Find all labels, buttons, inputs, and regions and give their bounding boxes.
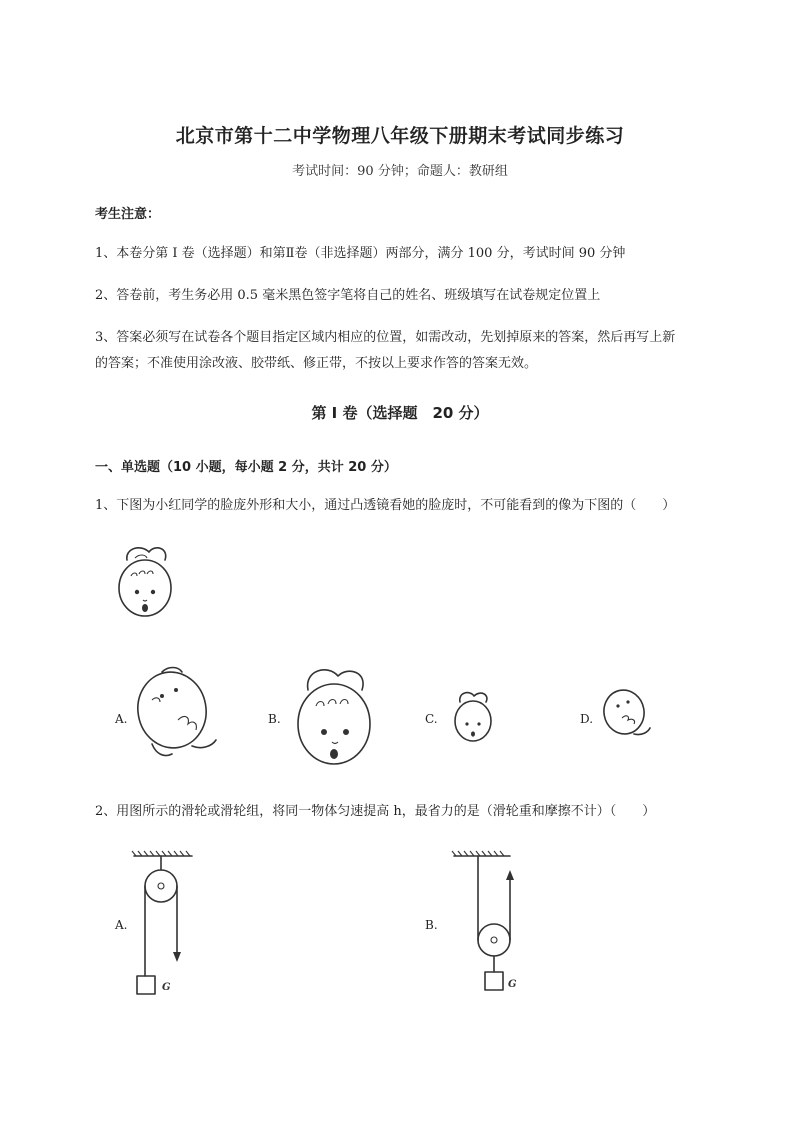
- q2-option-b-movable-pulley: [450, 848, 530, 1003]
- question-1-text: 1、下图为小红同学的脸庞外形和大小，通过凸透镜看她的脸庞时，不可能看到的像为下图的（ ）: [95, 498, 676, 513]
- q2-option-a-label: A.: [115, 918, 128, 932]
- q2-option-b-label: B.: [425, 918, 438, 932]
- notice-item-1: 1、本卷分第 I 卷（选择题）和第Ⅱ卷（非选择题）两部分，满分 100 分，考试时间 90 分钟: [95, 246, 626, 261]
- reference-face-image: [105, 540, 185, 630]
- q1-option-a-image: [132, 660, 222, 770]
- section-title: 第 I 卷（选择题 20 分）: [311, 404, 489, 422]
- notice-item-3: 3、答案必须写在试卷各个题目指定区域内相应的位置，如需改动，先划掉原来的答案，然后再写上新: [95, 330, 676, 345]
- q1-option-d-image: [598, 684, 658, 748]
- exam-meta: 考试时间：90 分钟；命题人：教研组: [292, 164, 508, 179]
- q1-option-d-label: D.: [580, 712, 594, 726]
- notice-heading: 考生注意：: [95, 207, 161, 222]
- notice-item-3-cont: 的答案；不准使用涂改液、胶带纸、修正带，不按以上要求作答的答案无效。: [95, 356, 538, 371]
- q1-option-b-label: B.: [268, 712, 281, 726]
- q1-option-c-label: C.: [425, 712, 438, 726]
- q2-option-a-fixed-pulley: [128, 848, 198, 1003]
- q2-b-weight-label: G: [508, 979, 517, 990]
- notice-item-2: 2、答卷前，考生务必用 0.5 毫米黑色签字笔将自己的姓名、班级填写在试卷规定位置上: [95, 288, 601, 303]
- question-2-text: 2、用图所示的滑轮或滑轮组，将同一物体匀速提高 h，最省力的是（滑轮重和摩擦不计）（ ）: [95, 804, 656, 819]
- q2-a-weight-label: G: [162, 982, 171, 993]
- part-heading: 一、单选题（10 小题，每小题 2 分，共计 20 分）: [95, 460, 397, 475]
- page-title: 北京市第十二中学物理八年级下册期末考试同步练习: [175, 125, 625, 147]
- q1-option-b-image: [288, 660, 378, 775]
- q1-option-a-label: A.: [115, 712, 128, 726]
- q1-option-c-image: [448, 688, 498, 748]
